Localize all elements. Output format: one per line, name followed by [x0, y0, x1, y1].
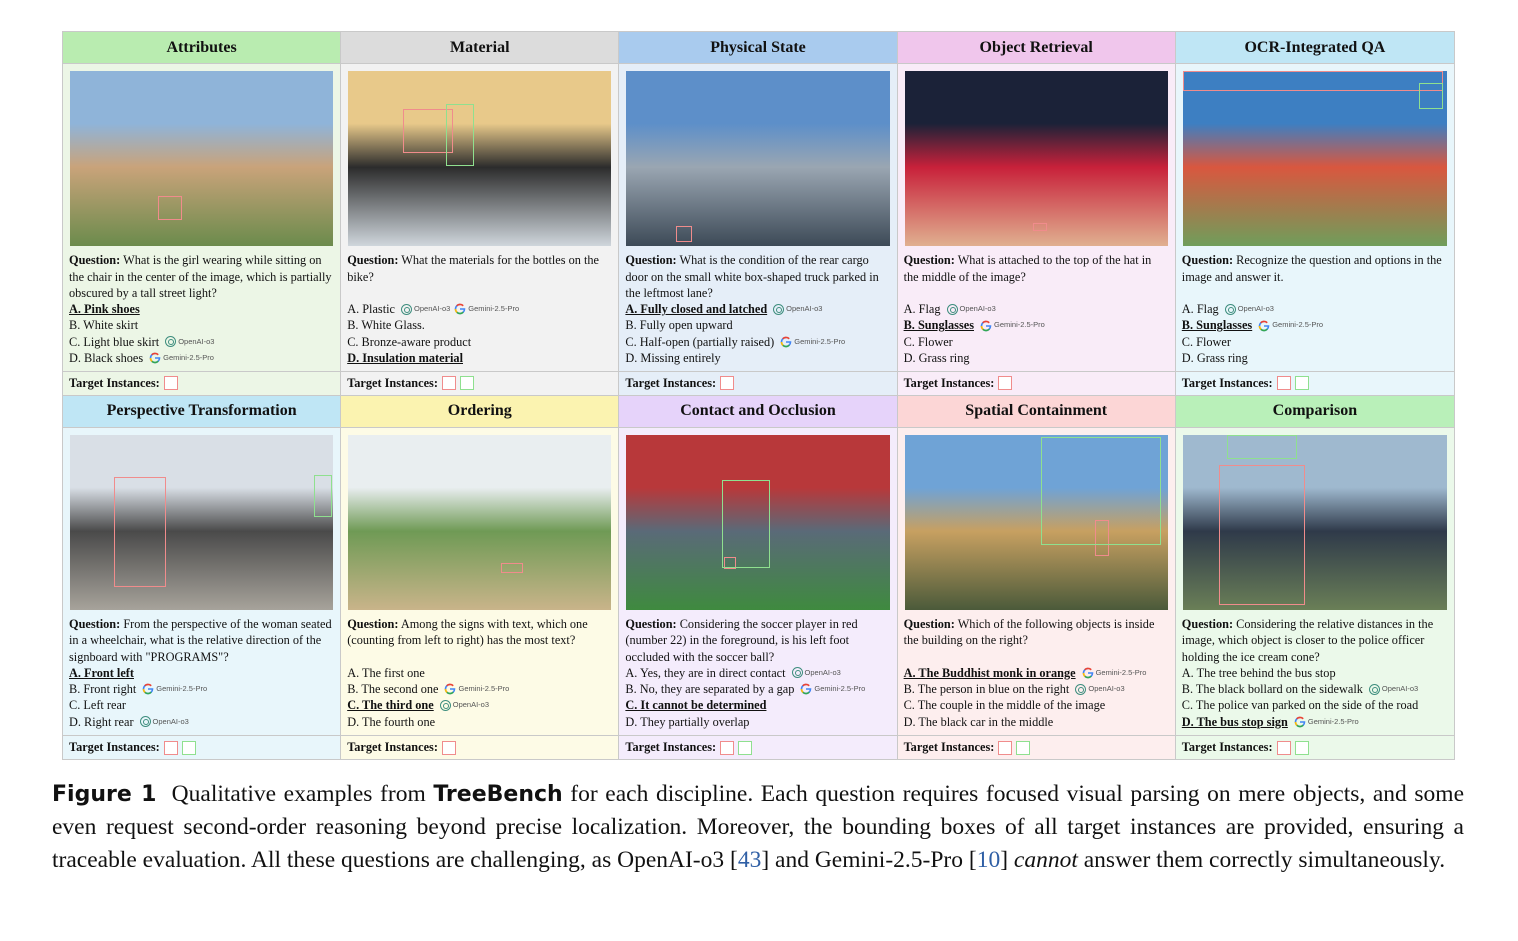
target-instances-label: Target Instances: [1181, 740, 1273, 754]
answer-option [625, 317, 890, 333]
question-body: From the perspective of the woman seated in a wheelchair, what is the relative direction of the signboard with "PROGRAMS"? [69, 616, 332, 664]
target-instances-row [898, 371, 1175, 395]
option-text: B. The second one [347, 681, 439, 696]
answer-option [1182, 350, 1448, 366]
model-predictions [780, 334, 845, 350]
example-panel [1176, 32, 1454, 396]
openai-model-tag [947, 301, 996, 317]
target-instances-label: Target Instances: [347, 740, 438, 754]
openai-icon [792, 667, 803, 678]
caption-text-5: answer them correctly simultaneously. [1083, 847, 1446, 873]
option-text: D. Missing entirely [625, 351, 721, 366]
panel-title: Ordering [341, 396, 618, 428]
example-photo [70, 71, 333, 246]
answer-option [69, 681, 334, 697]
option-text: A. Pink shoes [69, 302, 140, 316]
answer-option [347, 301, 612, 317]
answer-options [63, 665, 340, 736]
answer-option [69, 697, 334, 713]
answer-option [904, 334, 1169, 350]
answer-option [1182, 697, 1448, 713]
openai-icon [1075, 684, 1086, 695]
answer-option [904, 714, 1169, 730]
question-text [898, 610, 1175, 665]
target-box-red-swatch [998, 376, 1012, 390]
answer-option [1182, 301, 1448, 317]
model-predictions [440, 697, 489, 713]
google-g-icon [780, 336, 792, 348]
panel-title: Material [341, 32, 618, 64]
openai-model-tag [401, 301, 450, 317]
model-predictions [1258, 317, 1323, 333]
example-panel [341, 32, 619, 396]
answer-option [347, 334, 612, 350]
answer-option [904, 681, 1169, 697]
answer-option [347, 714, 612, 730]
model-predictions [142, 681, 207, 697]
question-text [341, 246, 618, 301]
target-instances-row [341, 735, 618, 759]
model-predictions [1075, 681, 1124, 697]
option-text: C. Left rear [69, 698, 127, 713]
bounding-box-green [722, 480, 770, 568]
answer-options [619, 665, 896, 736]
panel-title: Object Retrieval [898, 32, 1175, 64]
option-text: A. Plastic [347, 302, 396, 316]
bounding-box-red [1183, 71, 1443, 91]
answer-option-correct [1182, 317, 1448, 333]
option-text: A. The Buddhist monk in orange [903, 665, 1076, 680]
answer-option [904, 697, 1169, 713]
model-predictions [444, 681, 509, 697]
gemini-model-tag [980, 317, 1045, 333]
option-text: A. Flag [1181, 302, 1219, 316]
option-text: C. The police van parked on the side of the road [1181, 698, 1419, 713]
model-predictions [947, 301, 996, 317]
model-predictions [792, 665, 841, 681]
answer-options [898, 301, 1175, 371]
example-panel [63, 396, 341, 760]
target-instances-row [898, 735, 1175, 759]
benchmark-name: TreeBench [433, 782, 563, 807]
answer-option [1182, 665, 1448, 681]
target-instances-label: Target Instances: [625, 375, 717, 390]
answer-options [1176, 665, 1454, 736]
option-text: D. The fourth one [347, 714, 436, 729]
target-box-green-swatch [460, 376, 474, 390]
option-text: B. Fully open upward [625, 318, 733, 333]
target-box-red-swatch [164, 741, 178, 755]
target-instances-row [63, 735, 340, 759]
openai-icon [1225, 304, 1236, 315]
question-label: Question: [625, 616, 677, 631]
answer-option [625, 350, 890, 366]
photo-placeholder [348, 71, 611, 246]
question-label: Question: [69, 616, 121, 631]
google-g-icon [800, 683, 812, 695]
question-body: What is the girl wearing while sitting on the chair in the center of the image, which is partially obscured by a tall street light? [69, 253, 332, 300]
option-text: C. Light blue skirt [69, 334, 160, 349]
option-text: C. Flower [1181, 334, 1231, 349]
target-box-red-swatch [1277, 376, 1291, 390]
answer-option-correct [347, 350, 612, 366]
gemini-model-tag [149, 350, 214, 366]
option-text: D. Right rear [69, 714, 134, 729]
option-text: B. Sunglasses [903, 318, 974, 333]
model-name: OpenAI-o3 [178, 336, 215, 346]
panel-title: Comparison [1176, 396, 1454, 428]
answer-options [1176, 301, 1454, 371]
model-predictions [1225, 301, 1274, 317]
option-text: D. Grass ring [903, 351, 970, 366]
caption-emphasis: cannot [1013, 847, 1078, 873]
option-text: C. Flower [903, 334, 953, 349]
question-body: Among the signs with text, which one (counting from left to right) has the most text? [347, 616, 588, 647]
model-predictions [800, 681, 865, 697]
openai-model-tag [165, 334, 214, 350]
target-box-green-swatch [1016, 741, 1030, 755]
bounding-box-red [1219, 465, 1305, 605]
panel-title: Perspective Transformation [63, 396, 340, 428]
option-text: B. Sunglasses [1181, 318, 1253, 333]
answer-option [69, 334, 334, 350]
target-instances-label: Target Instances: [69, 375, 160, 390]
target-box-red-swatch [164, 376, 178, 390]
caption-text-1: Qualitative examples from [171, 781, 426, 807]
bounding-box-red [158, 196, 182, 220]
question-text [1176, 610, 1454, 665]
model-name: Gemini-2.5-Pro [814, 683, 866, 693]
citation-link-10[interactable]: 10 [976, 847, 1001, 873]
option-text: C. The couple in the middle of the image [903, 698, 1106, 713]
bounding-box-red [501, 563, 523, 573]
google-g-icon [149, 352, 161, 364]
model-name: Gemini-2.5-Pro [994, 320, 1045, 330]
google-g-icon [1258, 320, 1270, 332]
target-instances-label: Target Instances: [625, 740, 717, 754]
answer-option-correct [1182, 714, 1448, 730]
option-text: C. It cannot be determined [625, 698, 767, 713]
bounding-box-green [446, 104, 474, 166]
openai-icon [1369, 684, 1380, 695]
google-g-icon [142, 683, 154, 695]
model-name: Gemini-2.5-Pro [468, 304, 520, 313]
option-text: B. The black bollard on the sidewalk [1181, 681, 1363, 696]
openai-model-tag [773, 301, 822, 317]
option-text: C. Bronze-aware product [347, 334, 472, 349]
option-text: A. Front left [69, 665, 134, 680]
bounding-box-green [1419, 83, 1443, 109]
gemini-model-tag [444, 681, 509, 697]
openai-icon [401, 304, 412, 315]
example-panel [898, 32, 1176, 396]
model-name: Gemini-2.5-Pro [1307, 716, 1359, 726]
target-box-red-swatch [1277, 741, 1291, 755]
bounding-box-green [1041, 437, 1161, 545]
target-instances-row [63, 371, 340, 395]
google-g-icon [444, 683, 456, 695]
answer-option [347, 665, 612, 681]
example-photo [348, 435, 611, 610]
qualitative-examples-grid [62, 31, 1455, 760]
model-name: Gemini-2.5-Pro [156, 683, 208, 693]
gemini-model-tag [454, 301, 519, 317]
bounding-box-red [114, 477, 166, 587]
model-name: OpenAI-o3 [452, 700, 490, 710]
option-text: B. The person in blue on the right [903, 681, 1070, 696]
question-text [63, 610, 340, 665]
question-body: Considering the soccer player in red (number 22) in the foreground, is his left foot occluded with the soccer ball? [625, 616, 858, 664]
answer-option [625, 681, 890, 697]
model-name: OpenAI-o3 [786, 304, 823, 313]
answer-options [63, 301, 340, 371]
model-name: OpenAI-o3 [1381, 683, 1419, 693]
openai-icon [440, 700, 451, 711]
answer-option [904, 301, 1169, 317]
option-text: A. Flag [903, 302, 941, 316]
answer-option-correct [69, 301, 334, 317]
target-box-green-swatch [1295, 741, 1309, 755]
example-panel [1176, 396, 1454, 760]
answer-options [619, 301, 896, 371]
question-text [341, 610, 618, 665]
answer-option [625, 334, 890, 350]
answer-option [1182, 681, 1448, 697]
photo-placeholder [1183, 71, 1447, 246]
target-instances-row [341, 371, 618, 395]
option-text: D. The bus stop sign [1181, 714, 1288, 729]
question-body: Recognize the question and options in the image and answer it. [1181, 253, 1442, 284]
model-name: Gemini-2.5-Pro [1095, 667, 1147, 677]
answer-option-correct [347, 697, 612, 713]
caption-text-2: for each discipline. Each question requires focused visual parsing on mere objects, and some even request second-order reasoning beyond precise localization. Moreover, the bounding boxes of all target instances are provided, ensuring a traceable evaluation. All these questions are challenging, as OpenAI-o3 [ [52, 781, 1465, 873]
example-photo [348, 71, 611, 246]
question-label: Question: [347, 253, 399, 267]
panel-title: Spatial Containment [898, 396, 1175, 428]
figure-caption [52, 778, 1464, 877]
google-g-icon [1294, 716, 1306, 728]
model-predictions [980, 317, 1045, 333]
question-body: What is the condition of the rear cargo door on the small white box-shaped truck parked in the leftmost lane? [625, 253, 879, 300]
question-text [619, 610, 896, 665]
option-text: B. No, they are separated by a gap [625, 681, 795, 696]
answer-options [898, 665, 1175, 736]
example-photo [626, 435, 889, 610]
model-name: Gemini-2.5-Pro [458, 683, 510, 693]
caption-text-4: ] [1000, 847, 1009, 873]
target-instances-row [619, 371, 896, 395]
question-text [1176, 246, 1454, 301]
openai-icon [773, 304, 784, 315]
target-instances-label: Target Instances: [903, 375, 995, 390]
model-name: Gemini-2.5-Pro [1272, 320, 1324, 330]
target-box-green-swatch [738, 741, 752, 755]
target-instances-label: Target Instances: [69, 740, 160, 754]
question-label: Question: [903, 616, 955, 631]
question-label: Question: [903, 253, 955, 267]
gemini-model-tag [1294, 714, 1359, 730]
model-predictions [140, 714, 189, 730]
target-box-red-swatch [442, 376, 456, 390]
answer-option-correct [625, 697, 890, 713]
option-text: B. White skirt [69, 318, 139, 333]
question-label: Question: [1181, 616, 1234, 631]
example-panel [341, 396, 619, 760]
example-panel [619, 32, 897, 396]
openai-model-tag [792, 665, 841, 681]
example-photo [905, 71, 1168, 246]
example-photo [1183, 71, 1447, 246]
option-text: D. They partially overlap [625, 714, 750, 729]
caption-text-3: ] and Gemini-2.5-Pro [ [761, 847, 977, 873]
example-photo [626, 71, 889, 246]
target-box-red-swatch [720, 741, 734, 755]
option-text: B. White Glass. [347, 318, 425, 333]
bounding-box-red [1033, 223, 1047, 231]
openai-model-tag [1075, 681, 1124, 697]
photo-placeholder [70, 71, 333, 246]
answer-option-correct [904, 665, 1169, 681]
answer-option [625, 665, 890, 681]
panel-title: Contact and Occlusion [619, 396, 896, 428]
question-label: Question: [347, 616, 399, 631]
option-text: D. Grass ring [1181, 351, 1248, 366]
photo-placeholder [70, 435, 333, 610]
option-text: C. The third one [347, 698, 434, 713]
answer-option-correct [69, 665, 334, 681]
target-instances-row [619, 735, 896, 759]
option-text: A. Yes, they are in direct contact [625, 665, 786, 680]
google-g-icon [980, 320, 992, 332]
model-name: OpenAI-o3 [152, 716, 189, 726]
citation-link-43[interactable]: 43 [737, 847, 762, 873]
target-instances-row [1176, 735, 1454, 759]
openai-model-tag [140, 714, 189, 730]
gemini-model-tag [800, 681, 865, 697]
gemini-model-tag [780, 334, 845, 350]
photo-placeholder [905, 71, 1168, 246]
model-name: OpenAI-o3 [414, 304, 451, 313]
answer-option [1182, 334, 1448, 350]
answer-option [69, 350, 334, 366]
openai-icon [947, 304, 958, 315]
example-photo [905, 435, 1168, 610]
option-text: D. Black shoes [69, 351, 144, 366]
question-text [63, 246, 340, 301]
option-text: D. Insulation material [347, 351, 463, 366]
panel-title: Attributes [63, 32, 340, 64]
figure-label: Figure 1 [52, 782, 157, 807]
model-name: OpenAI-o3 [1088, 683, 1125, 693]
target-box-red-swatch [442, 741, 456, 755]
question-label: Question: [625, 253, 677, 267]
target-instances-label: Target Instances: [903, 740, 995, 754]
answer-option [347, 681, 612, 697]
model-name: OpenAI-o3 [1237, 304, 1274, 313]
model-name: OpenAI-o3 [804, 667, 841, 677]
option-text: B. Front right [69, 681, 137, 696]
option-text: A. The first one [347, 665, 425, 680]
example-panel [898, 396, 1176, 760]
photo-placeholder [348, 435, 611, 610]
openai-model-tag [1369, 681, 1418, 697]
example-photo [70, 435, 333, 610]
photo-placeholder [626, 71, 889, 246]
option-text: C. Half-open (partially raised) [625, 334, 775, 349]
example-panel [619, 396, 897, 760]
panel-title: OCR-Integrated QA [1176, 32, 1454, 64]
example-panel [63, 32, 341, 396]
target-box-green-swatch [182, 741, 196, 755]
panel-title: Physical State [619, 32, 896, 64]
bounding-box-green [1227, 435, 1297, 459]
model-predictions [149, 350, 214, 366]
question-text [898, 246, 1175, 301]
answer-option [69, 714, 334, 730]
answer-option-correct [625, 301, 890, 317]
openai-model-tag [440, 697, 489, 713]
google-g-icon [1082, 667, 1094, 679]
question-body: What is attached to the top of the hat in the middle of the image? [903, 253, 1152, 284]
answer-options [341, 665, 618, 736]
openai-icon [140, 716, 151, 727]
question-label: Question: [1181, 253, 1234, 267]
target-instances-label: Target Instances: [1181, 375, 1273, 390]
openai-icon [165, 336, 176, 347]
question-body: What the materials for the bottles on the bike? [347, 253, 600, 284]
model-name: Gemini-2.5-Pro [794, 336, 846, 346]
option-text: A. The tree behind the bus stop [1181, 665, 1336, 680]
model-predictions [773, 301, 822, 317]
question-body: Which of the following objects is inside the building on the right? [903, 616, 1155, 647]
example-photo [1183, 435, 1447, 610]
answer-option [904, 350, 1169, 366]
target-instances-label: Target Instances: [347, 375, 438, 390]
answer-option [625, 714, 890, 730]
gemini-model-tag [1082, 665, 1147, 681]
answer-options [341, 301, 618, 371]
model-predictions [1369, 681, 1418, 697]
option-text: A. Fully closed and latched [625, 302, 768, 316]
openai-model-tag [1225, 301, 1274, 317]
target-instances-row [1176, 371, 1454, 395]
model-name: OpenAI-o3 [959, 304, 996, 313]
model-predictions [401, 301, 519, 317]
google-g-icon [454, 303, 466, 315]
question-body: Considering the relative distances in the image, which object is closer to the police officer holding the ice cream cone? [1181, 616, 1434, 664]
target-box-red-swatch [998, 741, 1012, 755]
gemini-model-tag [1258, 317, 1323, 333]
bounding-box-green [314, 475, 332, 517]
model-predictions [1082, 665, 1147, 681]
answer-option [347, 317, 612, 333]
answer-option [69, 317, 334, 333]
question-label: Question: [69, 253, 121, 267]
question-text [619, 246, 896, 301]
target-box-red-swatch [720, 376, 734, 390]
gemini-model-tag [142, 681, 207, 697]
target-box-green-swatch [1295, 376, 1309, 390]
bounding-box-red [676, 226, 692, 242]
model-name: Gemini-2.5-Pro [163, 353, 214, 363]
option-text: D. The black car in the middle [903, 714, 1054, 729]
answer-option-correct [904, 317, 1169, 333]
model-predictions [165, 334, 214, 350]
model-predictions [1294, 714, 1359, 730]
